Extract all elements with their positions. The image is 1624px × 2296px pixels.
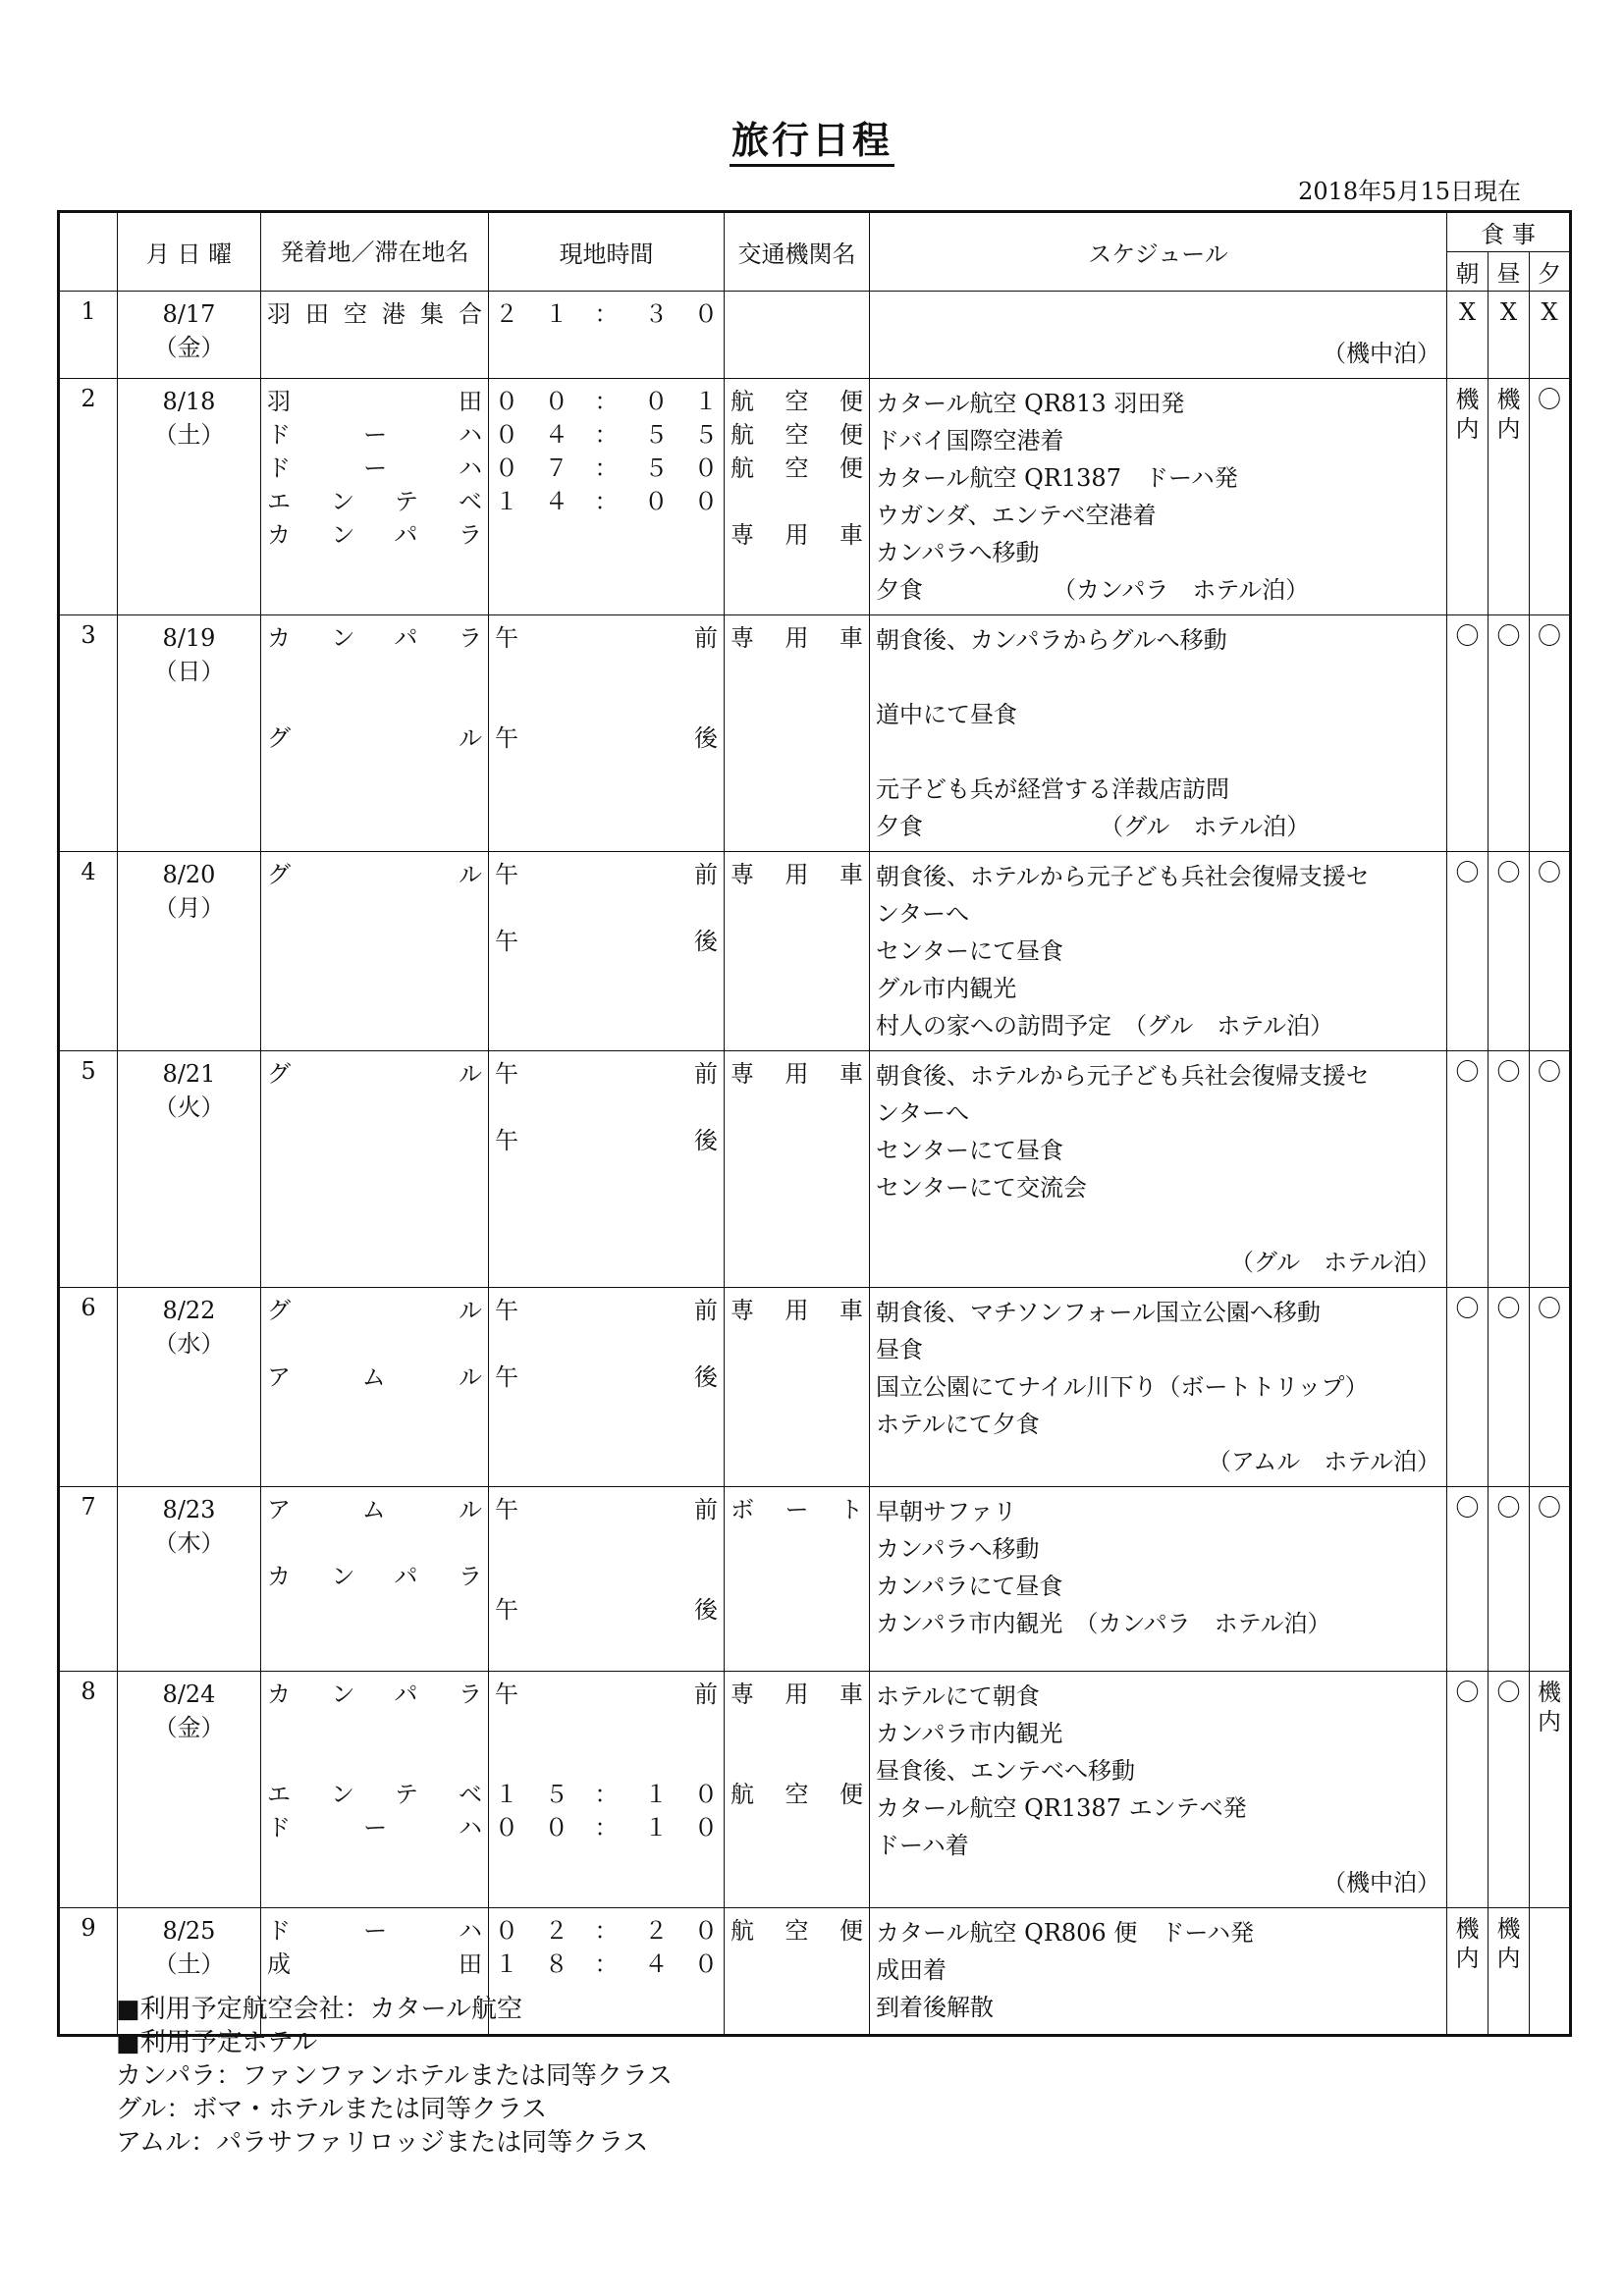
local-time (495, 1560, 718, 1593)
place-name: アムル (267, 1496, 482, 1523)
meal-text: 機内 (1455, 1915, 1480, 1972)
transport-mode: 専用車 (731, 521, 863, 549)
weekday-text: （日） (153, 658, 225, 685)
schedule-line: カンパラ市内観光 （カンパラ ホテル泊） (876, 1610, 1331, 1637)
header-row (59, 212, 1571, 252)
local-time: １４：００ (495, 488, 718, 515)
place-name: 成田 (267, 1950, 482, 1978)
transport-cell (725, 1908, 870, 2036)
schedule-cell (870, 852, 1447, 1051)
meal-lunch (1489, 1051, 1530, 1288)
place-name: カンパラ (267, 1563, 482, 1590)
meal-dinner (1530, 292, 1571, 379)
transport-mode: ボート (731, 1496, 863, 1523)
meal-text: 〇 (1538, 859, 1562, 886)
meal-text: X (1541, 298, 1558, 326)
transport-mode: 専用車 (731, 1681, 863, 1708)
place-cell (261, 615, 489, 852)
day-date (118, 1672, 261, 1908)
local-time: 午後 (495, 928, 718, 955)
transport-cell (725, 1288, 870, 1487)
meal-text: 〇 (1538, 1494, 1562, 1522)
place-cell (261, 379, 489, 615)
header-meals: 食 事 (1447, 212, 1571, 252)
header-lunch: 昼 (1489, 252, 1530, 292)
place-name: グル (267, 861, 482, 888)
schedule-cell (870, 379, 1447, 615)
transport-mode: 航空便 (731, 1917, 863, 1945)
header-date: 月 日 曜 (118, 212, 261, 292)
local-time: 午前 (495, 1060, 718, 1088)
local-time: ２１：３０ (495, 300, 718, 328)
meal-text: 〇 (1496, 1058, 1521, 1086)
note-hotel-gulu: グル：ボマ・ホテルまたは同等クラス (116, 2095, 548, 2124)
weekday-text: （金） (153, 334, 225, 361)
day-number: 6 (59, 1288, 118, 1487)
meal-lunch (1489, 852, 1530, 1051)
meal-text: 〇 (1538, 386, 1562, 413)
local-time: 午後 (495, 1127, 718, 1154)
itinerary-table (57, 210, 1572, 2037)
schedule-line: カタール航空 QR1387 ドーハ発 (876, 464, 1238, 492)
transport-mode (731, 1711, 863, 1744)
meal-text: 〇 (1455, 1494, 1480, 1522)
schedule-line: 朝食後、ホテルから元子ども兵社会復帰支援セ (876, 1062, 1370, 1090)
meal-lunch (1489, 1487, 1530, 1672)
header-schedule: スケジュール (870, 212, 1447, 292)
local-time (495, 1526, 718, 1560)
meal-dinner (1530, 1487, 1571, 1672)
place-name: ドーハ (267, 1814, 482, 1842)
place-name: カンパラ (267, 624, 482, 652)
transport-mode (731, 485, 863, 518)
schedule-line: （グル ホテル泊） (1229, 1249, 1440, 1276)
time-cell (489, 615, 725, 852)
date-text: 8/24 (162, 1681, 216, 1708)
meal-text: 〇 (1538, 622, 1562, 650)
transport-mode: 専用車 (731, 1297, 863, 1324)
meal-text: 〇 (1455, 859, 1480, 886)
weekday-text: （土） (153, 421, 225, 449)
place-name: ドーハ (267, 1917, 482, 1945)
header-time: 現地時間 (489, 212, 725, 292)
meal-dinner (1530, 379, 1571, 615)
place-cell (261, 1288, 489, 1487)
place-name: カンパラ (267, 521, 482, 549)
schedule-line: （アムル ホテル泊） (1207, 1448, 1440, 1475)
day-number: 5 (59, 1051, 118, 1288)
meal-text: 〇 (1496, 859, 1521, 886)
schedule-line: （機中泊） (1323, 340, 1440, 367)
local-time: 午前 (495, 1496, 718, 1523)
local-time: ０４：５５ (495, 421, 718, 449)
day-date (118, 615, 261, 852)
schedule-line: （機中泊） (1323, 1869, 1440, 1896)
schedule-line: カンパラにて昼食 (876, 1573, 1063, 1600)
meal-text: 〇 (1455, 622, 1480, 650)
day-number: 4 (59, 852, 118, 1051)
place-cell (261, 1487, 489, 1672)
time-cell (489, 292, 725, 379)
meal-dinner (1530, 1288, 1571, 1487)
day-number: 3 (59, 615, 118, 852)
meal-lunch (1489, 1672, 1530, 1908)
place-name: グル (267, 1060, 482, 1088)
transport-cell (725, 379, 870, 615)
place-name: ドーハ (267, 454, 482, 482)
itinerary-body (59, 292, 1571, 2036)
schedule-cell (870, 292, 1447, 379)
place-cell (261, 852, 489, 1051)
place-name: 羽田空港集合 (267, 300, 482, 328)
schedule-cell (870, 1908, 1447, 2036)
local-time (495, 1744, 718, 1778)
meal-text: 〇 (1496, 1295, 1521, 1322)
transport-mode: 航空便 (731, 454, 863, 482)
local-time (495, 891, 718, 925)
meal-text: 〇 (1455, 1058, 1480, 1086)
schedule-line: 朝食後、マチソンフォール国立公園へ移動 (876, 1299, 1321, 1326)
day-date (118, 1288, 261, 1487)
meal-text: 〇 (1538, 1058, 1562, 1086)
meal-lunch (1489, 1908, 1530, 2036)
schedule-line: センターにて昼食 (876, 1137, 1064, 1164)
meal-dinner (1530, 1908, 1571, 2036)
local-time: 午前 (495, 1681, 718, 1708)
meal-breakfast (1447, 615, 1489, 852)
weekday-text: （金） (153, 1714, 225, 1741)
schedule-line: 元子ども兵が経営する洋裁店訪問 (876, 775, 1229, 803)
local-time (495, 688, 718, 721)
schedule-line: ホテルにて朝食 (876, 1682, 1040, 1710)
time-cell (489, 852, 725, 1051)
meal-text: 〇 (1455, 1679, 1480, 1706)
meal-breakfast (1447, 1908, 1489, 2036)
local-time: １８：４０ (495, 1950, 718, 1978)
time-cell (489, 1288, 725, 1487)
schedule-line: ホテルにて夕食 (876, 1411, 1040, 1438)
table-row (59, 615, 1571, 852)
local-time: 午前 (495, 861, 718, 888)
table-row (59, 1672, 1571, 1908)
meal-lunch (1489, 292, 1530, 379)
meal-text: 機内 (1455, 386, 1480, 443)
place-name: グル (267, 724, 482, 752)
meal-breakfast (1447, 292, 1489, 379)
place-name (267, 688, 482, 721)
header-transport: 交通機関名 (725, 212, 870, 292)
weekday-text: （木） (153, 1529, 225, 1557)
place-name (267, 1327, 482, 1361)
table-row (59, 852, 1571, 1051)
local-time: 午前 (495, 1297, 718, 1324)
meal-dinner (1530, 615, 1571, 852)
transport-mode: 専用車 (731, 1060, 863, 1088)
place-name: カンパラ (267, 1681, 482, 1708)
place-name (267, 1526, 482, 1560)
time-cell (489, 379, 725, 615)
note-hotel-heading: ■利用予定ホテル (116, 2028, 318, 2057)
schedule-line: 昼食 (876, 1336, 923, 1363)
schedule-line: カンパラへ移動 (876, 1535, 1040, 1563)
schedule-line: 到着後解散 (876, 1994, 994, 2021)
meal-text: 〇 (1455, 1295, 1480, 1322)
place-name (267, 1711, 482, 1744)
meal-breakfast (1447, 1288, 1489, 1487)
date-text: 8/19 (162, 624, 216, 652)
time-cell (489, 1672, 725, 1908)
transport-cell (725, 1487, 870, 1672)
meal-breakfast (1447, 379, 1489, 615)
table-row (59, 292, 1571, 379)
transport-mode (731, 297, 863, 331)
transport-mode (731, 1744, 863, 1778)
place-name: エンテベ (267, 1781, 482, 1808)
meal-lunch (1489, 615, 1530, 852)
date-text: 8/22 (162, 1297, 216, 1324)
weekday-text: （月） (153, 894, 225, 922)
table-row (59, 1051, 1571, 1288)
schedule-line: センターにて昼食 (876, 937, 1064, 965)
date-text: 8/18 (162, 388, 216, 415)
schedule-cell (870, 1487, 1447, 1672)
meal-breakfast (1447, 1051, 1489, 1288)
place-name: ドーハ (267, 421, 482, 449)
date-text: 8/20 (162, 861, 216, 888)
local-time: １５：１０ (495, 1781, 718, 1808)
meal-lunch (1489, 1288, 1530, 1487)
meal-text: 機内 (1496, 1915, 1521, 1972)
schedule-cell (870, 615, 1447, 852)
meal-breakfast (1447, 1672, 1489, 1908)
place-name (267, 1744, 482, 1778)
transport-cell (725, 852, 870, 1051)
meal-text: 〇 (1538, 1295, 1562, 1322)
schedule-line (876, 659, 1440, 696)
local-time (495, 1711, 718, 1744)
place-cell (261, 1672, 489, 1908)
transport-mode: 航空便 (731, 1781, 863, 1808)
meal-breakfast (1447, 1487, 1489, 1672)
schedule-line: 早朝サファリ (876, 1498, 1017, 1525)
date-text: 8/25 (162, 1917, 216, 1945)
schedule-line: 国立公園にてナイル川下り（ボートトリップ） (876, 1373, 1369, 1401)
local-time: ００：０１ (495, 388, 718, 415)
table-row (59, 1288, 1571, 1487)
local-time: 午後 (495, 1596, 718, 1624)
meal-text: 機内 (1496, 386, 1521, 443)
meal-dinner (1530, 1672, 1571, 1908)
local-time: 午後 (495, 1363, 718, 1391)
schedule-line: 朝食後、カンパラからグルへ移動 (876, 626, 1227, 654)
transport-mode: 航空便 (731, 421, 863, 449)
schedule-line: ドバイ国際空港着 (876, 427, 1064, 454)
day-number: 8 (59, 1672, 118, 1908)
day-date (118, 379, 261, 615)
document-title: 旅行日程 (0, 110, 1624, 164)
meal-text: 〇 (1496, 1679, 1521, 1706)
meal-text: X (1499, 298, 1518, 326)
schedule-line: カタール航空 QR813 羽田発 (876, 390, 1185, 417)
meal-text: 〇 (1496, 622, 1521, 650)
day-date (118, 1051, 261, 1288)
day-number: 9 (59, 1908, 118, 2036)
note-airline: ■利用予定航空会社：カタール航空 (116, 1995, 523, 2024)
weekday-text: （土） (153, 1950, 225, 1978)
schedule-line: グル市内観光 (876, 975, 1017, 1002)
notes (116, 1993, 673, 2160)
schedule-line: ドーハ着 (876, 1832, 969, 1859)
transport-cell (725, 615, 870, 852)
header-dinner: 夕 (1530, 252, 1571, 292)
meal-lunch (1489, 379, 1530, 615)
schedule-line: 昼食後、エンテベへ移動 (876, 1757, 1135, 1785)
place-name: 羽田 (267, 388, 482, 415)
transport-cell (725, 1672, 870, 1908)
day-number: 2 (59, 379, 118, 615)
schedule-line: カンパラ市内観光 (876, 1720, 1063, 1747)
schedule-line: 道中にて昼食 (876, 701, 1017, 728)
place-name: アムル (267, 1363, 482, 1391)
schedule-line: ンターへ (876, 1099, 970, 1127)
schedule-line: 朝食後、ホテルから元子ども兵社会復帰支援セ (876, 863, 1370, 890)
as-of-date: 2018年5月15日現在 (1298, 178, 1521, 205)
transport-cell (725, 1051, 870, 1288)
schedule-line (876, 297, 1440, 335)
meal-text: X (1458, 298, 1477, 326)
weekday-text: （火） (153, 1094, 225, 1121)
schedule-line: ンターへ (876, 900, 970, 928)
schedule-line: 夕食 （グル ホテル泊） (876, 813, 1311, 840)
schedule-line: ウガンダ、エンテベ空港着 (876, 502, 1157, 529)
place-name: エンテベ (267, 488, 482, 515)
header-place: 発着地／滞在地名 (261, 212, 489, 292)
meal-breakfast (1447, 852, 1489, 1051)
place-name: グル (267, 1297, 482, 1324)
transport-mode: 専用車 (731, 624, 863, 652)
local-time (495, 1327, 718, 1361)
local-time: 午前 (495, 624, 718, 652)
transport-mode: 専用車 (731, 861, 863, 888)
day-date (118, 1487, 261, 1672)
day-number: 7 (59, 1487, 118, 1672)
transport-cell (725, 292, 870, 379)
date-text: 8/21 (162, 1060, 216, 1088)
schedule-cell (870, 1051, 1447, 1288)
schedule-line: カタール航空 QR1387 エンテベ発 (876, 1794, 1247, 1822)
note-hotel-amuru: アムル：パラサファリロッジまたは同等クラス (116, 2128, 649, 2158)
place-cell (261, 292, 489, 379)
meal-text: 機内 (1538, 1679, 1562, 1735)
schedule-line: 村人の家への訪問予定 （グル ホテル泊） (876, 1012, 1334, 1040)
header-breakfast: 朝 (1447, 252, 1489, 292)
time-cell (489, 1487, 725, 1672)
day-number: 1 (59, 292, 118, 379)
date-text: 8/17 (162, 300, 216, 328)
schedule-line (876, 733, 1440, 771)
local-time (495, 655, 718, 688)
meal-text: 〇 (1496, 1494, 1521, 1522)
schedule-line: 成田着 (876, 1956, 947, 1984)
local-time: ０２：２０ (495, 1917, 718, 1945)
schedule-line: 夕食 （カンパラ ホテル泊） (876, 576, 1310, 604)
weekday-text: （水） (153, 1330, 225, 1358)
day-date (118, 292, 261, 379)
place-cell (261, 1051, 489, 1288)
table-row (59, 1487, 1571, 1672)
schedule-cell (870, 1672, 1447, 1908)
header-number (59, 212, 118, 292)
note-hotel-kampala: カンパラ：ファンファンホテルまたは同等クラス (116, 2061, 674, 2091)
schedule-line: センターにて交流会 (876, 1174, 1088, 1201)
transport-mode: 航空便 (731, 388, 863, 415)
schedule-line: カンパラへ移動 (876, 539, 1040, 566)
date-text: 8/23 (162, 1496, 216, 1523)
schedule-line (876, 1206, 1440, 1244)
meal-dinner (1530, 1051, 1571, 1288)
local-time: ００：１０ (495, 1814, 718, 1842)
local-time: 午後 (495, 724, 718, 752)
local-time (495, 1091, 718, 1124)
local-time: ０７：５０ (495, 454, 718, 482)
table-row (59, 379, 1571, 615)
meal-dinner (1530, 852, 1571, 1051)
place-name (267, 655, 482, 688)
schedule-cell (870, 1288, 1447, 1487)
day-date (118, 852, 261, 1051)
schedule-line: カタール航空 QR806 便 ドーハ発 (876, 1919, 1255, 1947)
time-cell (489, 1051, 725, 1288)
